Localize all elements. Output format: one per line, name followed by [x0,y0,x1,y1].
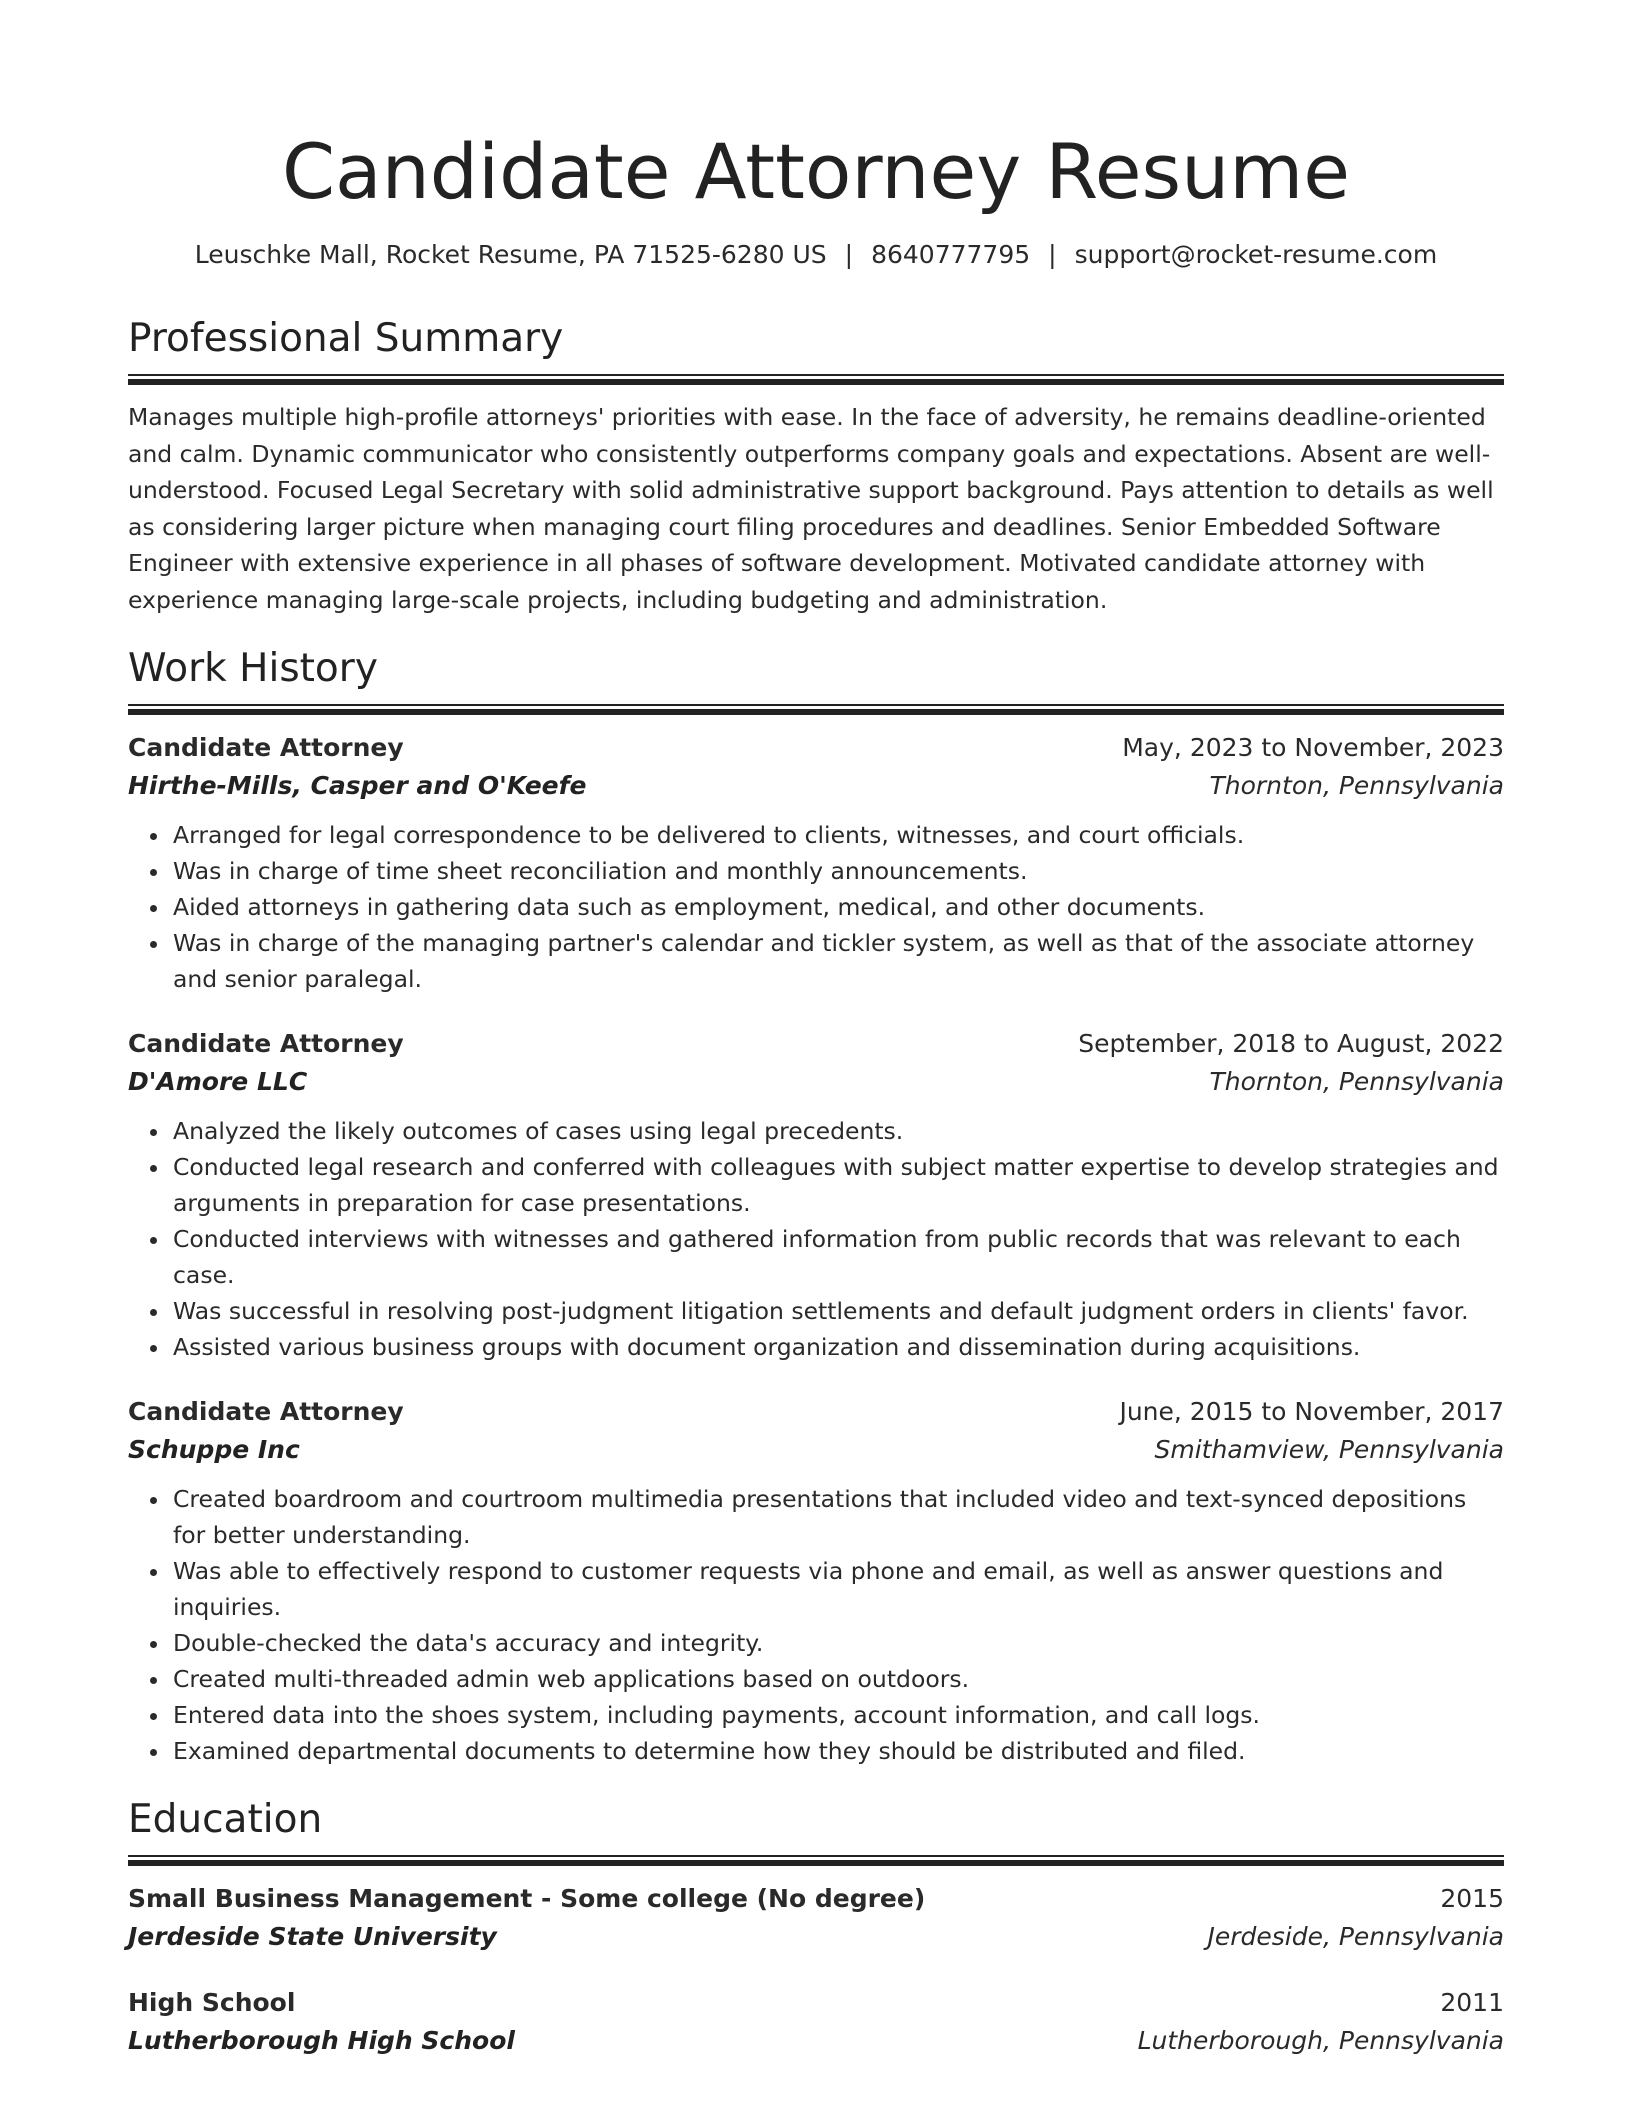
contact-separator: | [1048,240,1057,269]
list-item: • Assisted various business groups with document organization and dissemination during acquisitions. [171,1329,1504,1365]
list-item: • Was in charge of time sheet reconciliation and monthly announcements. [171,853,1504,889]
list-item: • Aided attorneys in gathering data such as employment, medical, and other documents. [171,889,1504,925]
summary-text: Manages multiple high-profile attorneys' priorities with ease. In the face of adversity, he remains deadline-oriented and calm. Dynamic communicator who consistently outperforms company goals and expectations. Absent are well-understood. Focused Legal Secretary with solid administrative support background. Pays attention to details as well as considering larger picture when managing court filing procedures and deadlines. Senior Embedded Software Engineer with extensive experience in all phases of software development. Motivated candidate attorney with experience managing large-scale projects, including budgeting and administration. [128,403,1494,614]
list-item: • Double-checked the data's accuracy and integrity. [171,1625,1504,1661]
job-header-row [128,1393,1504,1431]
job-company-row [128,767,1504,805]
list-item: • Entered data into the shoes system, including payments, account information, and call logs. [171,1697,1504,1733]
job-bullets [128,817,1504,997]
job-company: Schuppe Inc [128,1435,300,1464]
education-degree: High School [128,1988,296,2017]
list-item: • Created boardroom and courtroom multimedia presentations that included video and text-synced depositions for better understanding. [171,1481,1504,1553]
resume-name: Candidate Attorney Resume [281,127,1351,216]
contact-phone: 8640777795 [871,240,1031,269]
job-title: Candidate Attorney [128,733,404,762]
job-dates: September, 2018 to August, 2022 [1078,1029,1504,1058]
contact-address: Leuschke Mall, Rocket Resume, PA 71525-6280 US [194,240,827,269]
education-school: Lutherborough High School [128,2026,515,2055]
job-company-row [128,1063,1504,1101]
work-history-section [128,644,1504,1769]
job-bullets [128,1113,1504,1365]
section-divider [128,1855,1504,1866]
list-item: • Created multi-threaded admin web applications based on outdoors. [171,1661,1504,1697]
job-location: Smithamview, Pennsylvania [1154,1435,1504,1464]
summary-heading: Professional Summary [128,316,564,361]
job-bullets [128,1481,1504,1769]
job-dates: May, 2023 to November, 2023 [1122,733,1504,762]
education-location: Lutherborough, Pennsylvania [1137,2026,1504,2055]
education-year: 2015 [1440,1884,1504,1913]
education-entry [128,1984,1504,2060]
list-item: • Conducted legal research and conferred with colleagues with subject matter expertise to develop strategies and arguments in preparation for case presentations. [171,1149,1504,1221]
job-location: Thornton, Pennsylvania [1209,771,1504,800]
education-header-row [128,1880,1504,1918]
section-divider [128,704,1504,715]
job-dates: June, 2015 to November, 2017 [1119,1397,1504,1426]
job-company: D'Amore LLC [128,1067,308,1096]
job-title: Candidate Attorney [128,1029,404,1058]
list-item: • Arranged for legal correspondence to be delivered to clients, witnesses, and court officials. [171,817,1504,853]
list-item: • Examined departmental documents to determine how they should be distributed and filed. [171,1733,1504,1769]
education-school-row [128,2022,1504,2060]
job-header-row [128,729,1504,767]
contact-line [128,238,1504,272]
education-location: Jerdeside, Pennsylvania [1207,1922,1504,1951]
list-item: • Was in charge of the managing partner's calendar and tickler system, as well as that of the associate attorney and senior paralegal. [171,925,1504,997]
education-heading: Education [128,1797,323,1842]
list-item: • Conducted interviews with witnesses and gathered information from public records that was relevant to each case. [171,1221,1504,1293]
summary-section [128,314,1504,618]
list-item: • Analyzed the likely outcomes of cases using legal precedents. [171,1113,1504,1149]
education-entry [128,1880,1504,1956]
job-entry [128,1393,1504,1769]
section-divider [128,374,1504,385]
contact-email: support@rocket-resume.com [1074,240,1438,269]
job-header-row [128,1025,1504,1063]
job-company: Hirthe-Mills, Casper and O'Keefe [128,771,587,800]
job-title: Candidate Attorney [128,1397,404,1426]
contact-separator: | [844,240,854,269]
work-history-heading: Work History [128,646,378,691]
education-degree: Small Business Management - Some college (No degree) [128,1884,926,1913]
job-entry [128,1025,1504,1365]
list-item: • Was able to effectively respond to customer requests via phone and email, as well as answer questions and inquiries. [171,1553,1504,1625]
job-entry [128,729,1504,997]
education-school-row [128,1918,1504,1956]
education-header-row [128,1984,1504,2022]
list-item: • Was successful in resolving post-judgment litigation settlements and default judgment orders in clients' favor. [171,1293,1504,1329]
job-company-row [128,1431,1504,1469]
education-year: 2011 [1440,1988,1504,2017]
education-school: Jerdeside State University [128,1922,497,1951]
job-location: Thornton, Pennsylvania [1209,1067,1504,1096]
education-section [128,1795,1504,2060]
